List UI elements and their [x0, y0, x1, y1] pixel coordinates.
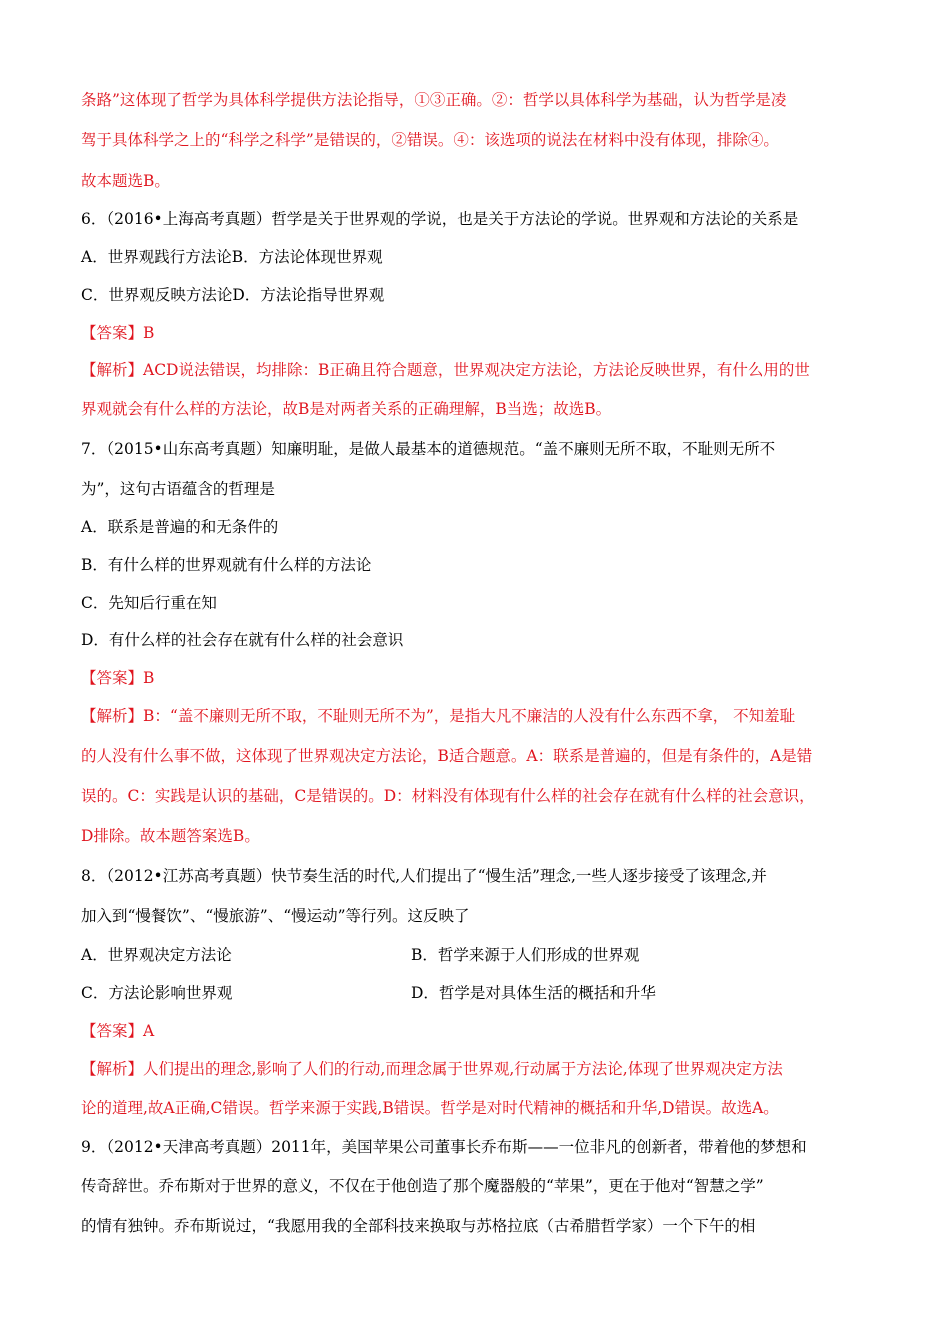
text-line: [81, 905, 881, 927]
text-line: [81, 1136, 881, 1158]
line-text: A．世界观决定方法论: [81, 946, 232, 964]
line-text: C．世界观反映方法论D．方法论指导世界观: [81, 286, 385, 304]
text-line: [81, 89, 881, 111]
line-text: C．方法论影响世界观: [81, 984, 233, 1002]
text-line: [81, 865, 881, 887]
text-line: [81, 478, 881, 500]
text-line: [81, 398, 881, 420]
text-line: [81, 129, 881, 151]
line-text: 界观就会有什么样的方法论，故B是对两者关系的正确理解，B当选；故选B。: [81, 400, 612, 418]
text-line: [81, 554, 881, 576]
line-text: 【答案】B: [81, 669, 155, 687]
text-line: [81, 208, 881, 230]
line-text: 传奇辞世。乔布斯对于世界的意义，不仅在于他创造了那个魔器般的“苹果”，更在于他对“智慧之学”: [81, 1177, 764, 1195]
line-text: D排除。故本题答案选B。: [81, 827, 260, 845]
text-line: [81, 1215, 881, 1237]
line-text: 误的。C：实践是认识的基础，C是错误的。D：材料没有体现有什么样的社会存在就有什么样的社会意识，: [81, 787, 815, 805]
text-line: [81, 1058, 881, 1080]
text-line: [81, 982, 881, 1004]
option-right: D．哲学是对具体生活的概括和升华: [411, 984, 656, 1002]
text-line: [81, 667, 881, 689]
text-line: [81, 284, 881, 306]
line-text: D．有什么样的社会存在就有什么样的社会意识: [81, 631, 404, 649]
line-text: 【解析】人们提出的理念,影响了人们的行动,而理念属于世界观,行动属于方法论,体现了世界观决定方法: [81, 1060, 783, 1078]
text-line: [81, 785, 881, 807]
line-text: 【答案】B: [81, 324, 155, 342]
text-line: [81, 170, 881, 192]
line-text: 的人没有什么事不做，这体现了世界观决定方法论，B适合题意。A：联系是普遍的，但是有条件的，A是错: [81, 747, 813, 765]
line-text: C．先知后行重在知: [81, 594, 217, 612]
text-line: [81, 359, 881, 381]
line-text: 加入到“慢餐饮”、“慢旅游”、“慢运动”等行列。这反映了: [81, 907, 470, 925]
line-text: 9．（2012•天津高考真题）2011年，美国苹果公司董事长乔布斯——一位非凡的创新者，带着他的梦想和: [81, 1138, 807, 1156]
text-line: [81, 1097, 881, 1119]
line-text: 7．（2015•山东高考真题）知廉明耻，是做人最基本的道德规范。“盖不廉则无所不取，不耻则无所不: [81, 440, 776, 458]
line-text: A．联系是普遍的和无条件的: [81, 518, 279, 536]
line-text: 条路”这体现了哲学为具体科学提供方法论指导，①③正确。②：哲学以具体科学为基础，认为哲学是凌: [81, 91, 787, 109]
text-line: [81, 1175, 881, 1197]
text-line: [81, 438, 881, 460]
line-text: 论的道理,故A正确,C错误。哲学来源于实践,B错误。哲学是对时代精神的概括和升华,D错误。故选A。: [81, 1099, 779, 1117]
text-line: [81, 592, 881, 614]
line-text: B．有什么样的世界观就有什么样的方法论: [81, 556, 372, 574]
line-text: 【解析】ACD说法错误，均排除：B正确且符合题意，世界观决定方法论，方法论反映世界，有什么用的世: [81, 361, 810, 379]
option-right: B．哲学来源于人们形成的世界观: [411, 946, 640, 964]
text-line: [81, 629, 881, 651]
line-text: 【答案】A: [81, 1022, 155, 1040]
text-line: [81, 246, 881, 268]
text-line: [81, 825, 881, 847]
line-text: 驾于具体科学之上的“科学之科学”是错误的，②错误。④：该选项的说法在材料中没有体现，排除④。: [81, 131, 779, 149]
text-line: [81, 745, 881, 767]
line-text: A．世界观践行方法论B．方法论体现世界观: [81, 248, 383, 266]
line-text: 6．（2016•上海高考真题）哲学是关于世界观的学说，也是关于方法论的学说。世界观和方法论的关系是: [81, 210, 799, 228]
line-text: 【解析】B：“盖不廉则无所不取，不耻则无所不为”，是指大凡不廉洁的人没有什么东西不拿， 不知羞耻: [81, 707, 796, 725]
text-line: [81, 944, 881, 966]
text-line: [81, 705, 881, 727]
line-text: 的情有独钟。乔布斯说过，“我愿用我的全部科技来换取与苏格拉底（古希腊哲学家）一个下午的相: [81, 1217, 756, 1235]
text-line: [81, 1020, 881, 1042]
text-line: [81, 516, 881, 538]
line-text: 为”，这句古语蕴含的哲理是: [81, 480, 275, 498]
text-line: [81, 322, 881, 344]
line-text: 8．（2012•江苏高考真题）快节奏生活的时代,人们提出了“慢生活”理念,一些人逐步接受了该理念,并: [81, 867, 767, 885]
line-text: 故本题选B。: [81, 172, 170, 190]
